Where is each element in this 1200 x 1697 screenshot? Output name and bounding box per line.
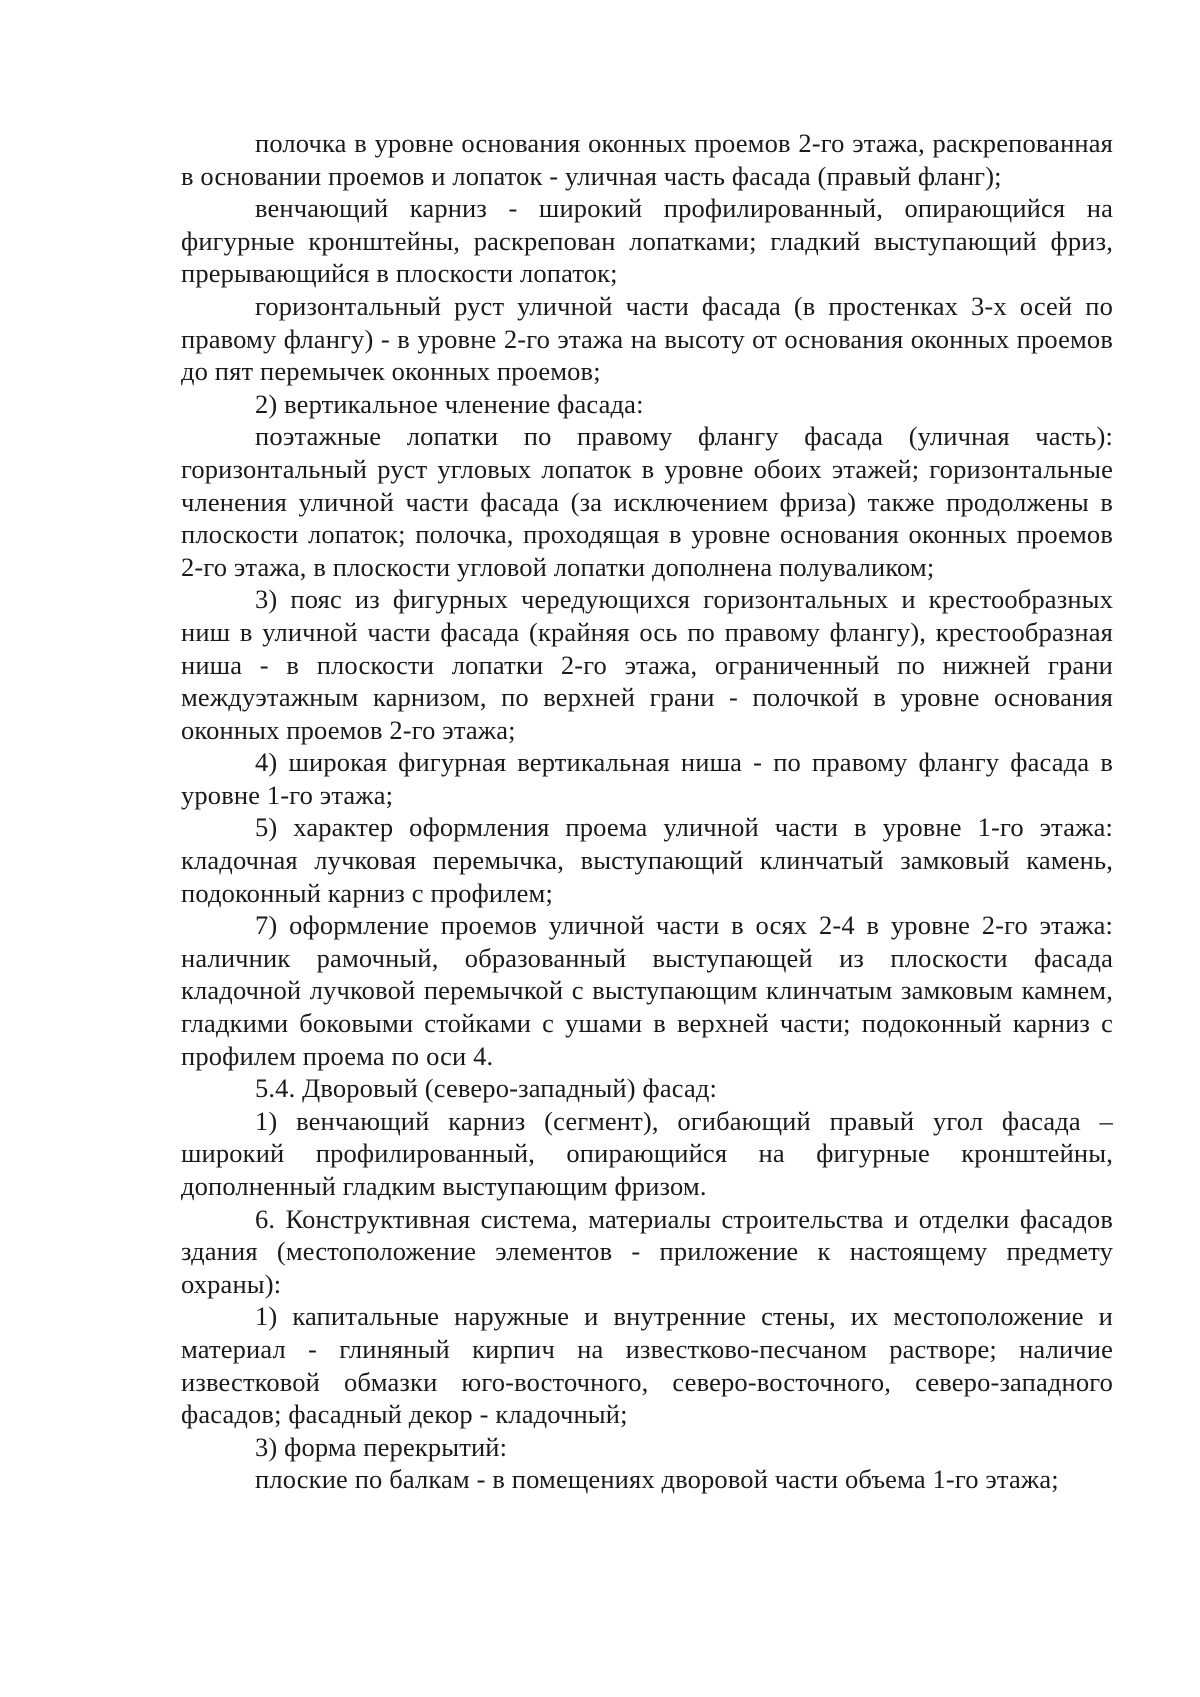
paragraph-13: 1) капитальные наружные и внутренние стены, их местоположение и материал - глиняный кирпич на известково-песчаном растворе; наличие известковой обмазки юго-восточного, северо-восточного, северо-западного фасадов; фасадный декор - кладочный; xyxy=(181,1301,1113,1430)
paragraph-11: 1) венчающий карниз (сегмент), огибающий правый угол фасада – широкий профилированный, опирающийся на фигурные кронштейны, дополненный гладким выступающим фризом. xyxy=(181,1105,1113,1201)
paragraph-1: полочка в уровне основания оконных проемов 2-го этажа, раскрепованная в основании проемов и лопаток - уличная часть фасада (правый фланг); xyxy=(181,128,1113,191)
paragraph-7: 4) широкая фигурная вертикальная ниша - по правому флангу фасада в уровне 1-го этажа; xyxy=(181,747,1113,810)
paragraph-4: 2) вертикальное членение фасада: xyxy=(255,388,644,419)
paragraph-8: 5) характер оформления проема уличной части в уровне 1-го этажа: кладочная лучковая перемычка, выступающий клинчатый замковый камень, подоконный карниз с профилем; xyxy=(181,812,1113,908)
paragraph-15: плоские по балкам - в помещениях дворовой части объема 1-го этажа; xyxy=(255,1464,1059,1495)
paragraph-3: горизонтальный руст уличной части фасада (в простенках 3-х осей по правому флангу) - в уровне 2-го этажа на высоту от основания оконных проемов до пят перемычек оконных проемов; xyxy=(181,290,1113,387)
paragraph-6: 3) пояс из фигурных чередующихся горизонтальных и крестообразных ниш в уличной части фасада (крайняя ось по правому флангу), крестообразная ниша - в плоскости лопатки 2-го этажа, ограниченный по нижней грани междуэтажным карнизом, по верхней грани - полочкой в уровне основания оконных проемов 2-го этажа; xyxy=(181,584,1113,745)
paragraph-12: 6. Конструктивная система, материалы строительства и отделки фасадов здания (местоположение элементов - приложение к настоящему предмету охраны): xyxy=(181,1203,1113,1299)
paragraph-5: поэтажные лопатки по правому флангу фасада (уличная часть): горизонтальный руст угловых лопаток в уровне обоих этажей; горизонтальные членения уличной части фасада (за исключением фриза) также продолжены в плоскости лопаток; полочка, проходящая в уровне основания оконных проемов 2-го этажа, в плоскости угловой лопатки дополнена полуваликом; xyxy=(181,421,1113,582)
paragraph-9: 7) оформление проемов уличной части в осях 2-4 в уровне 2-го этажа: наличник рамочный, образованный выступающей из плоскости фасада кладочной лучковой перемычкой с выступающим клинчатым замковым камнем, гладкими боковыми стойками с ушами в верхней части; подоконный карниз с профилем проема по оси 4. xyxy=(181,910,1113,1071)
paragraph-14: 3) форма перекрытий: xyxy=(255,1431,508,1462)
document-page xyxy=(181,127,1113,1496)
paragraph-2: венчающий карниз - широкий профилированный, опирающийся на фигурные кронштейны, раскрепован лопатками; гладкий выступающий фриз, прерывающийся в плоскости лопаток; xyxy=(181,193,1113,289)
paragraph-10: 5.4. Дворовый (северо-западный) фасад: xyxy=(255,1073,718,1104)
